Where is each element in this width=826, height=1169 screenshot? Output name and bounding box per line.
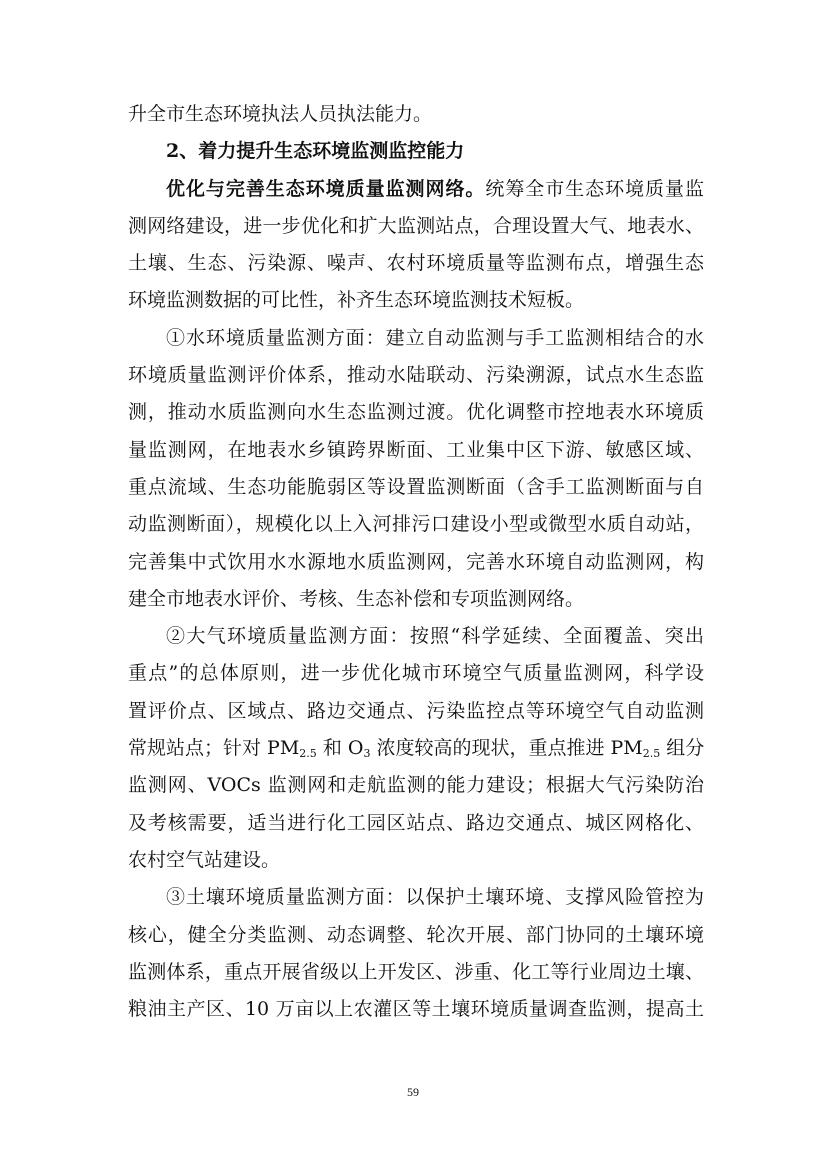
text-line: 土壤、生态、污染源、噪声、农村环境质量等监测布点，增强生态 bbox=[128, 252, 704, 275]
text-line: 建全市地表水评价、考核、生态补偿和专项监测网络。 bbox=[128, 587, 585, 610]
text-line: ①水环境质量监测方面：建立自动监测与手工监测相结合的水 bbox=[166, 326, 704, 349]
text-span: 常规站点；针对 PM bbox=[128, 737, 300, 760]
text-span: 组分 bbox=[660, 737, 705, 760]
subscript: 3 bbox=[363, 747, 371, 761]
subscript: 2.5 bbox=[299, 747, 317, 761]
text-line: 农村空气站建设。 bbox=[128, 848, 281, 871]
text-line: 核心，健全分类监测、动态调整、轮次开展、部门协同的土壤环境 bbox=[128, 923, 704, 946]
subscript: 2.5 bbox=[642, 747, 661, 761]
text-line: 升全市生态环境执法人员执法能力。 bbox=[128, 103, 433, 125]
text-line: ③土壤环境质量监测方面：以保护土壤环境、支撑风险管控为 bbox=[166, 886, 704, 909]
document-body bbox=[128, 96, 704, 1028]
text-line: 及考核需要，适当进行化工园区站点、路边交通点、城区网格化、 bbox=[128, 811, 704, 834]
text-line: 监测体系，重点开展省级以上开发区、涉重、化工等行业周边土壤、 bbox=[128, 960, 704, 983]
text-line bbox=[128, 171, 704, 208]
text-line: 量监测网，在地表水乡镇跨界断面、工业集中区下游、敏感区域、 bbox=[128, 438, 704, 461]
text-line: 测，推动水质监测向水生态监测过渡。优化调整市控地表水环境质 bbox=[128, 401, 704, 424]
text-line: 重点流域、生态功能脆弱区等设置监测断面（含手工监测断面与自 bbox=[128, 475, 704, 498]
text-line: 监测网、VOCs 监测网和走航监测的能力建设；根据大气污染防治 bbox=[128, 774, 704, 797]
section-heading: 2、着力提升生态环境监测监控能力 bbox=[166, 140, 465, 163]
bold-lead-sentence: 优化与完善生态环境质量监测网络。 bbox=[166, 177, 486, 200]
page-number: 59 bbox=[407, 1085, 419, 1099]
text-line: 重点”的总体原则，进一步优化城市环境空气质量监测网，科学设 bbox=[128, 662, 704, 685]
text-span: 浓度较高的现状，重点推进 PM bbox=[370, 737, 643, 760]
text-line: 测网络建设，进一步优化和扩大监测站点，合理设置大气、地表水、 bbox=[128, 214, 704, 237]
text-line: 粮油主产区、10 万亩以上农灌区等土壤环境质量调查监测，提高土 bbox=[128, 998, 704, 1021]
text-line: 环境质量监测评价体系，推动水陆联动、污染溯源，试点水生态监 bbox=[128, 364, 704, 387]
text-line: 环境监测数据的可比性，补齐生态环境监测技术短板。 bbox=[128, 289, 585, 312]
text-line: ②大气环境质量监测方面：按照“科学延续、全面覆盖、突出 bbox=[166, 625, 704, 648]
text-span: 统筹全市生态环境质量监 bbox=[485, 177, 704, 200]
text-line bbox=[128, 730, 704, 767]
text-line: 置评价点、区域点、路边交通点、污染监控点等环境空气自动监测 bbox=[128, 699, 704, 722]
text-line: 动监测断面），规模化以上入河排污口建设小型或微型水质自动站， bbox=[128, 513, 704, 536]
text-span: 和 O bbox=[316, 737, 364, 760]
text-line: 完善集中式饮用水水源地水质监测网，完善水环境自动监测网，构 bbox=[128, 550, 704, 573]
